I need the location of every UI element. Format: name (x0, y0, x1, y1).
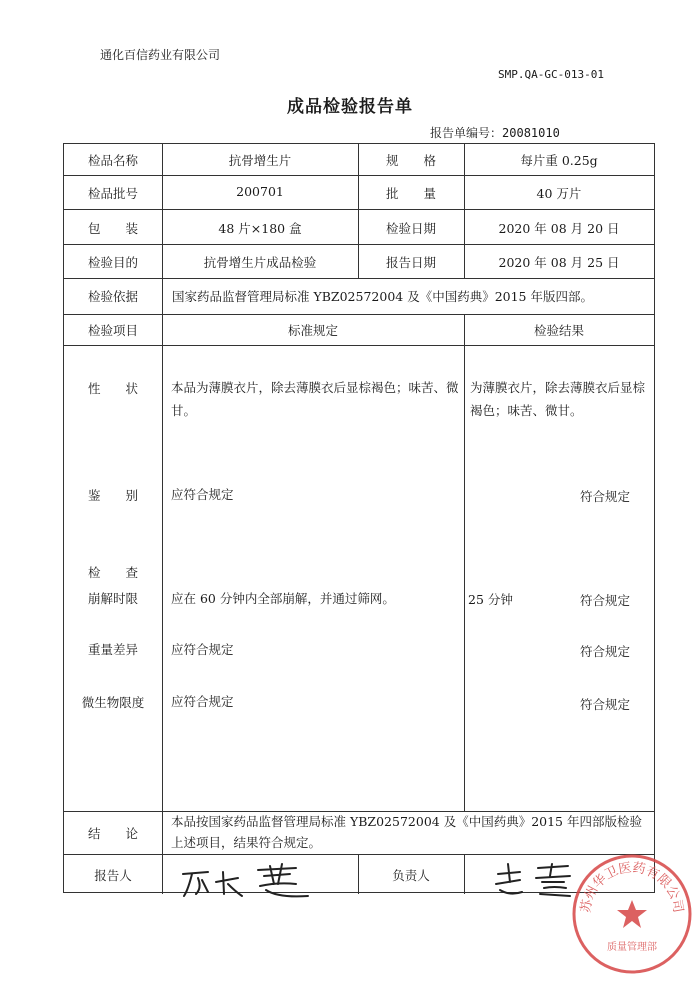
packaging-label: 包 装 (87, 221, 138, 236)
report-table (63, 143, 655, 893)
disintegration-measured: 25 分钟 (468, 592, 513, 607)
item-column-header: 检验项目 (87, 323, 138, 338)
basis-value: 国家药品监督管理局标准 YBZ02572004 及《中国药典》2015 年版四部。 (172, 289, 593, 304)
company-name: 通化百信药业有限公司 (100, 48, 221, 62)
microbial-standard: 应符合规定 (171, 694, 234, 709)
conclusion-label: 结 论 (87, 826, 138, 841)
star-icon (617, 900, 647, 928)
seal-text: 苏州华卫医药有限公司 (578, 860, 686, 914)
company-seal (570, 852, 694, 976)
check-label: 检 查 (87, 565, 138, 580)
batch-label: 检品批号 (87, 186, 138, 201)
identification-label: 鉴 别 (87, 488, 138, 503)
conclusion-text: 本品按国家药品监督管理局标准 YBZ02572004 及《中国药典》2015 年四部版检验上述项目，结果符合规定。 (171, 814, 642, 850)
quantity-value: 40 万片 (536, 186, 582, 201)
weight-standard: 应符合规定 (171, 642, 234, 657)
document-number: SMP.QA-GC-013-01 (498, 68, 604, 81)
disintegration-standard: 应在 60 分钟内全部崩解，并通过筛网。 (171, 591, 395, 606)
responsible-label: 负责人 (392, 868, 430, 883)
page-title: 成品检验报告单 (287, 97, 413, 117)
identification-result: 符合规定 (580, 489, 631, 504)
identification-standard: 应符合规定 (171, 487, 234, 502)
appearance-label: 性 状 (87, 381, 138, 396)
purpose-value: 抗骨增生片成品检验 (203, 255, 317, 270)
responsible-signature (490, 860, 580, 902)
quantity-label: 批 量 (385, 186, 436, 201)
seal-subtext: 质量管理部 (607, 942, 657, 953)
batch-value: 200701 (236, 184, 284, 199)
standard-column-header: 标准规定 (287, 323, 338, 338)
reporter-signature (178, 862, 318, 902)
report-date-label: 报告日期 (385, 255, 436, 270)
weight-result: 符合规定 (580, 644, 631, 659)
report-number (430, 124, 560, 141)
product-name-value: 抗骨增生片 (228, 153, 292, 168)
report-number-label: 报告单编号： (430, 126, 503, 140)
test-date-label: 检验日期 (385, 221, 436, 236)
spec-label: 规 格 (385, 153, 436, 168)
product-name-label: 检品名称 (87, 153, 138, 168)
appearance-standard: 本品为薄膜衣片，除去薄膜衣后显棕褐色；味苦、微甘。 (171, 380, 459, 418)
basis-label: 检验依据 (87, 289, 138, 304)
purpose-label: 检验目的 (87, 255, 138, 270)
result-column-header: 检验结果 (533, 323, 584, 338)
report-date-value: 2020 年 08 月 25 日 (498, 255, 620, 270)
disintegration-label: 崩解时限 (87, 591, 138, 606)
test-date-value: 2020 年 08 月 20 日 (498, 221, 620, 236)
appearance-result: 为薄膜衣片，除去薄膜衣后显棕褐色；味苦、微甘。 (470, 380, 646, 418)
reporter-label: 报告人 (94, 868, 132, 883)
packaging-value: 48 片×180 盒 (218, 221, 302, 236)
disintegration-result: 符合规定 (580, 593, 631, 608)
report-number-value: 20081010 (502, 126, 560, 140)
weight-label: 重量差异 (87, 642, 138, 657)
microbial-result: 符合规定 (580, 697, 631, 712)
microbial-label: 微生物限度 (81, 695, 145, 710)
spec-value: 每片重 0.25g (520, 153, 598, 168)
